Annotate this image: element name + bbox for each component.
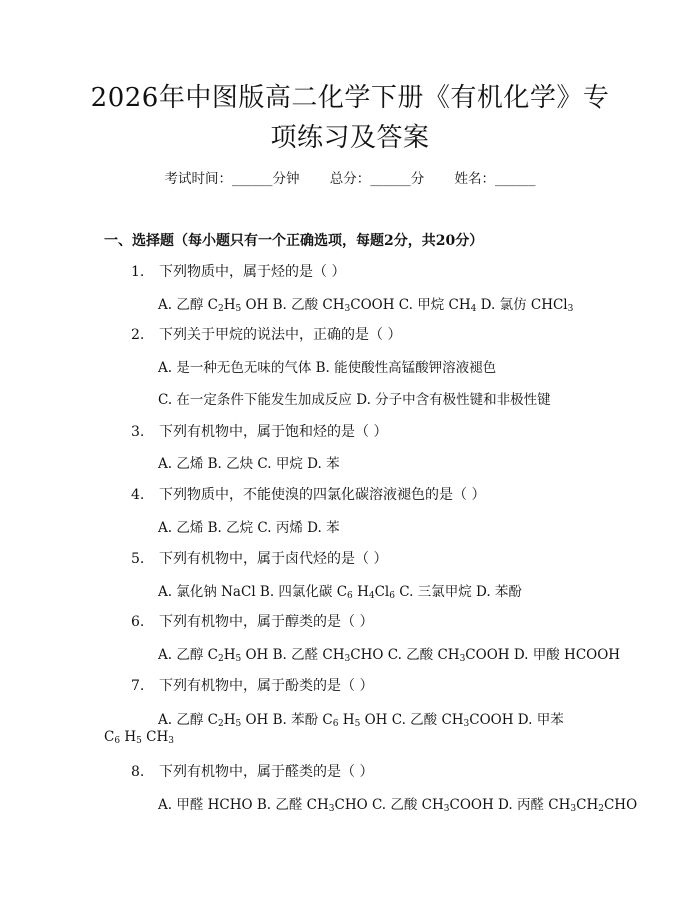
question-text: 下列有机物中，属于醛类的是（ ） xyxy=(159,764,374,780)
option-text: COOH D. 甲苯 xyxy=(469,712,564,728)
subscript: 2 xyxy=(217,654,224,664)
option-text: A. 乙醇 C xyxy=(158,712,218,728)
option-text: OH C. 乙酸 CH xyxy=(360,712,464,728)
option-text: H xyxy=(223,297,236,313)
option-text: H xyxy=(338,712,355,728)
exam-time: 考试时间：______分钟 xyxy=(164,171,300,187)
subscript: 3 xyxy=(168,736,175,746)
subscript: 6 xyxy=(332,719,339,729)
options-q2-line-2: C. 在一定条件下能发生加成反应 D. 分子中含有极性键和非极性键 xyxy=(158,392,551,408)
option-text: A. 乙醇 C xyxy=(158,647,218,663)
title-line-2: 项练习及答案 xyxy=(270,123,430,153)
question-number: 4. xyxy=(131,487,145,503)
option-text: D. 氯仿 CHCl xyxy=(476,297,568,313)
option-text: CHO xyxy=(603,797,638,813)
option-text: A. 氯化钠 NaCl B. 四氯化碳 C xyxy=(158,584,348,600)
option-text: COOH D. 丙醛 CH xyxy=(449,797,571,813)
subscript: 4 xyxy=(368,591,375,601)
subscript: 3 xyxy=(344,304,351,314)
question-text: 下列物质中，不能使溴的四氯化碳溶液褪色的是（ ） xyxy=(159,487,486,503)
subscript: 3 xyxy=(570,804,577,814)
option-text: CH xyxy=(576,797,599,813)
question-number: 2. xyxy=(131,327,145,343)
question-text: 下列关于甲烷的说法中，正确的是（ ） xyxy=(159,327,402,343)
option-text: OH B. 乙酸 CH xyxy=(241,297,345,313)
section-heading: 一、选择题（每小题只有一个正确选项，每题2分，共20分） xyxy=(104,233,484,249)
question-3 xyxy=(131,421,387,441)
option-text: C xyxy=(104,729,115,745)
subscript: 4 xyxy=(470,304,477,314)
question-text: 下列有机物中，属于酚类的是（ ） xyxy=(159,678,374,694)
subscript: 3 xyxy=(463,719,470,729)
option-text: A. 甲醛 HCHO B. 乙醛 CH xyxy=(158,797,329,813)
options-q5 xyxy=(158,580,522,601)
question-8 xyxy=(131,761,373,781)
subscript: 5 xyxy=(235,654,242,664)
option-text: H xyxy=(223,647,236,663)
option-text: C. 三氯甲烷 D. 苯酚 xyxy=(394,584,522,600)
options-q1 xyxy=(158,293,573,314)
option-text: COOH D. 甲酸 HCOOH xyxy=(465,647,621,663)
question-number: 5. xyxy=(131,551,145,567)
subscript: 5 xyxy=(235,304,242,314)
subscript: 3 xyxy=(328,804,335,814)
question-1 xyxy=(131,261,345,281)
question-number: 3. xyxy=(131,424,145,440)
option-text: A. 乙醇 C xyxy=(158,297,218,313)
question-number: 7. xyxy=(131,678,145,694)
option-text: OH B. 苯酚 C xyxy=(241,712,333,728)
exam-score: 总分：______分 xyxy=(329,171,425,187)
option-text: CHO C. 乙酸 CH xyxy=(350,647,460,663)
question-text: 下列有机物中，属于饱和烃的是（ ） xyxy=(159,424,388,440)
option-text: COOH C. 甲烷 CH xyxy=(350,297,471,313)
option-text: OH B. 乙醛 CH xyxy=(241,647,345,663)
options-q6 xyxy=(158,643,620,664)
subscript: 3 xyxy=(443,804,450,814)
question-number: 6. xyxy=(131,614,145,630)
question-4 xyxy=(131,484,485,504)
options-q4: A. 乙烯 B. 乙烷 C. 丙烯 D. 苯 xyxy=(158,520,340,536)
subscript: 2 xyxy=(217,719,224,729)
options-q8 xyxy=(158,793,637,814)
subscript: 6 xyxy=(347,591,353,601)
option-text: CH xyxy=(141,729,169,745)
subscript: 3 xyxy=(567,304,574,314)
student-name: 姓名：______ xyxy=(454,171,536,187)
question-6 xyxy=(131,611,373,631)
title-line-1: 2026年中图版高二化学下册《有机化学》专 xyxy=(90,83,610,113)
option-text: H xyxy=(223,712,236,728)
subscript: 2 xyxy=(598,804,604,814)
exam-meta xyxy=(0,167,700,187)
subscript: 5 xyxy=(235,719,242,729)
options-q7-line-2 xyxy=(104,729,174,746)
subscript: 5 xyxy=(136,736,142,746)
subscript: 3 xyxy=(344,654,351,664)
option-text: CHO C. 乙酸 CH xyxy=(334,797,444,813)
option-text: Cl xyxy=(374,584,390,600)
option-text: H xyxy=(352,584,369,600)
options-q2-line-1: A. 是一种无色无味的气体 B. 能使酸性高锰酸钾溶液褪色 xyxy=(158,360,497,376)
option-text: H xyxy=(120,729,137,745)
question-number: 8. xyxy=(131,764,145,780)
question-text: 下列有机物中，属于醇类的是（ ） xyxy=(159,614,374,630)
subscript: 6 xyxy=(114,736,121,746)
question-text: 下列有机物中，属于卤代烃的是（ ） xyxy=(159,551,388,567)
question-7 xyxy=(131,675,373,695)
options-q7-line-1 xyxy=(158,708,564,729)
question-number: 1. xyxy=(131,264,145,280)
question-2 xyxy=(131,324,401,344)
options-q3: A. 乙烯 B. 乙炔 C. 甲烷 D. 苯 xyxy=(158,456,340,472)
question-5 xyxy=(131,548,387,568)
subscript: 3 xyxy=(459,654,466,664)
document-title xyxy=(0,78,700,158)
subscript: 5 xyxy=(354,719,361,729)
question-text: 下列物质中，属于烃的是（ ） xyxy=(159,264,346,280)
subscript: 2 xyxy=(217,304,224,314)
subscript: 6 xyxy=(389,591,395,601)
